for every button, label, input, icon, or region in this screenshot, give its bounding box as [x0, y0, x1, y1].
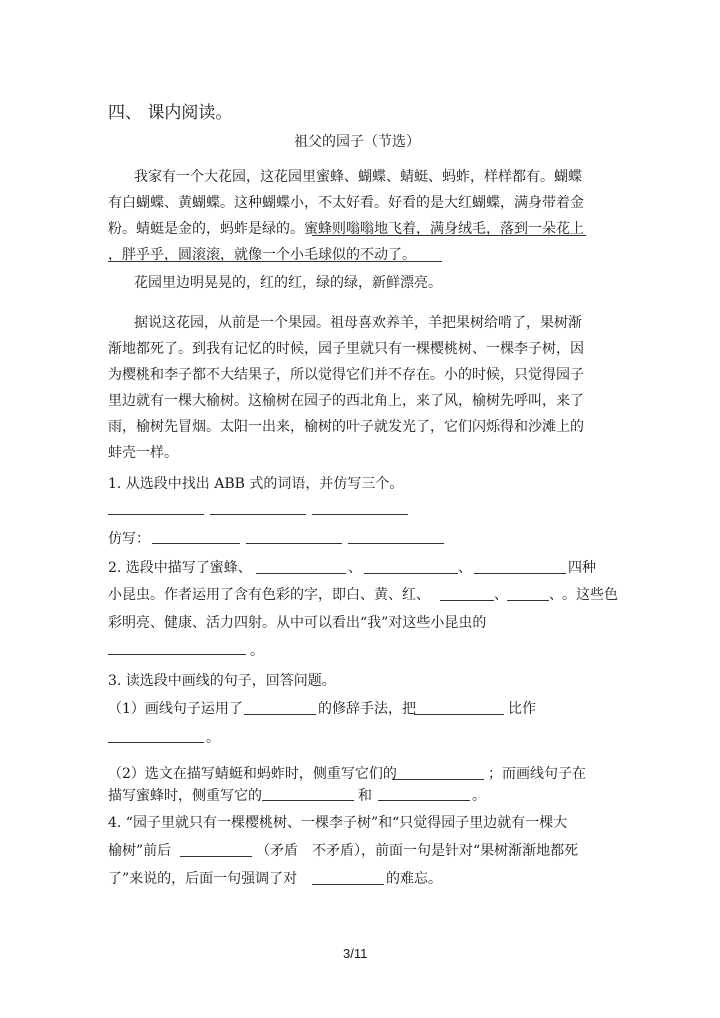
q4-line2-choice: （矛盾 不矛盾），前面一句是针对“果树渐渐地都死	[256, 843, 579, 859]
q1-imitate-label: 仿写：	[108, 531, 150, 547]
q1-prompt: 1. 从选段中找出 ABB 式的词语，并仿写三个。	[108, 476, 404, 492]
q2-line1-suffix: 四种	[568, 560, 596, 576]
p3-line1: 据说这花园，从前是一个果园。祖母喜欢养羊，羊把果树给啃了，果树渐	[134, 315, 582, 331]
q2-sep1: 、	[348, 560, 362, 576]
q1-imitate-blank-3[interactable]	[348, 543, 444, 544]
q2-sep3: 、	[494, 587, 508, 603]
q4-line3-prefix: 了”来说的，后面一句强调了对	[108, 871, 298, 887]
q2-color-blank-2[interactable]	[507, 600, 549, 601]
q3-focus-blank-2[interactable]	[262, 800, 354, 801]
underline-2	[108, 261, 442, 262]
q3-sub1-end: 。	[206, 730, 220, 746]
q3-rhetoric-blank[interactable]	[244, 714, 316, 715]
page-number: 3/11	[343, 946, 368, 961]
q1-imitate-blank-2[interactable]	[246, 543, 342, 544]
p1-line1: 我家有一个大花园，这花园里蜜蜂、蝴蝶、蜻蜓、蚂蚱，样样都有。蝴蝶	[134, 169, 582, 185]
q3-focus-blank-1[interactable]	[392, 779, 484, 780]
q3-sub2-line2-prefix: 描写蜜蜂时，侧重写它的	[108, 788, 262, 804]
q1-imitate-blank-1[interactable]	[152, 543, 240, 544]
p3-line4: 里边就有一棵大榆树。这榆树在园子的西北角上，来了风，榆树先呼叫，来了	[108, 393, 584, 409]
q4-memory-blank[interactable]	[312, 884, 384, 885]
q2-end: 。	[250, 643, 264, 659]
underlined-sentence-part2: ，胖乎乎，圆滚滚，就像一个小毛球似的不动了。	[108, 247, 416, 263]
q3-focus-blank-3[interactable]	[378, 800, 470, 801]
q3-sub2-mid: ；而画线句子在	[488, 766, 586, 782]
passage-title: 祖父的园子（节选）	[294, 134, 420, 150]
q1-answer-blank-3[interactable]	[312, 514, 408, 515]
q3-sub2-prefix: （2）选文在描写蜻蜓和蚂蚱时，侧重写它们的	[108, 766, 397, 782]
q1-answer-blank-1[interactable]	[108, 514, 204, 515]
p3-line3: 为樱桃和李子都不大结果子，所以觉得它们并不存在。小的时候，只觉得园子	[108, 367, 584, 383]
q2-insect-blank-1[interactable]	[256, 573, 346, 574]
q2-line2-prefix: 小昆虫。作者运用了含有色彩的字，即白、黄、红、	[108, 587, 430, 603]
q1-answer-blank-2[interactable]	[210, 514, 306, 515]
q3-sub1-prefix: （1）画线句子运用了	[108, 701, 243, 717]
q4-line3-suffix: 的难忘。	[386, 871, 442, 887]
q2-line1-prefix: 2. 选段中描写了蜜蜂、	[108, 560, 252, 576]
q2-color-blank-1[interactable]	[440, 600, 494, 601]
underlined-sentence-part1: 蜜蜂则嗡嗡地飞着，满身绒毛，落到一朵花上	[304, 221, 584, 237]
p1-line2: 有白蝴蝶、黄蝴蝶。这种蝴蝶小，不太好看。好看的是大红蝴蝶，满身带着金	[108, 195, 584, 211]
p1-line3-plain: 粉。蜻蜓是金的，蚂蚱是绿的。	[108, 221, 304, 237]
p3-line6: 蚌壳一样。	[108, 445, 178, 461]
q3-subject-blank[interactable]	[414, 714, 504, 715]
q3-object-blank[interactable]	[108, 742, 204, 743]
p3-line5: 雨，榆树先冒烟。太阳一出来，榆树的叶子就发光了，它们闪烁得和沙滩上的	[108, 419, 584, 435]
p2: 花园里边明晃晃的，红的红，绿的绿，新鲜漂亮。	[134, 275, 442, 291]
q3-prompt: 3. 读选段中画线的句子，回答问题。	[108, 673, 336, 689]
underline-1	[312, 235, 586, 236]
q4-choice-blank[interactable]	[180, 856, 252, 857]
q2-line3: 彩明亮、健康、活力四射。从中可以看出“我”对这些小昆虫的	[108, 615, 487, 631]
q2-line2-suffix: 。这些色	[562, 587, 618, 603]
q3-sub2-and: 和	[358, 788, 372, 804]
section-heading: 四、 课内阅读。	[108, 103, 233, 123]
q4-line2-prefix: 榆树”前后	[108, 843, 172, 859]
q2-insect-blank-3[interactable]	[474, 573, 566, 574]
q3-sub1-mid: 的修辞手法，把	[318, 701, 416, 717]
q2-sep4: 、	[549, 587, 563, 603]
q2-sep2: 、	[458, 560, 472, 576]
q3-sub1-suffix: 比作	[508, 701, 536, 717]
p3-line2: 渐地都死了。到我有记忆的时候，园子里就只有一棵樱桃树、一棵李子树，因	[108, 341, 584, 357]
q2-attitude-blank[interactable]	[108, 654, 246, 655]
q4-line1: 4. “园子里就只有一棵樱桃树、一棵李子树”和“只觉得园子里边就有一棵大	[108, 815, 568, 831]
q3-sub2-end: 。	[472, 788, 486, 804]
q2-insect-blank-2[interactable]	[364, 573, 458, 574]
